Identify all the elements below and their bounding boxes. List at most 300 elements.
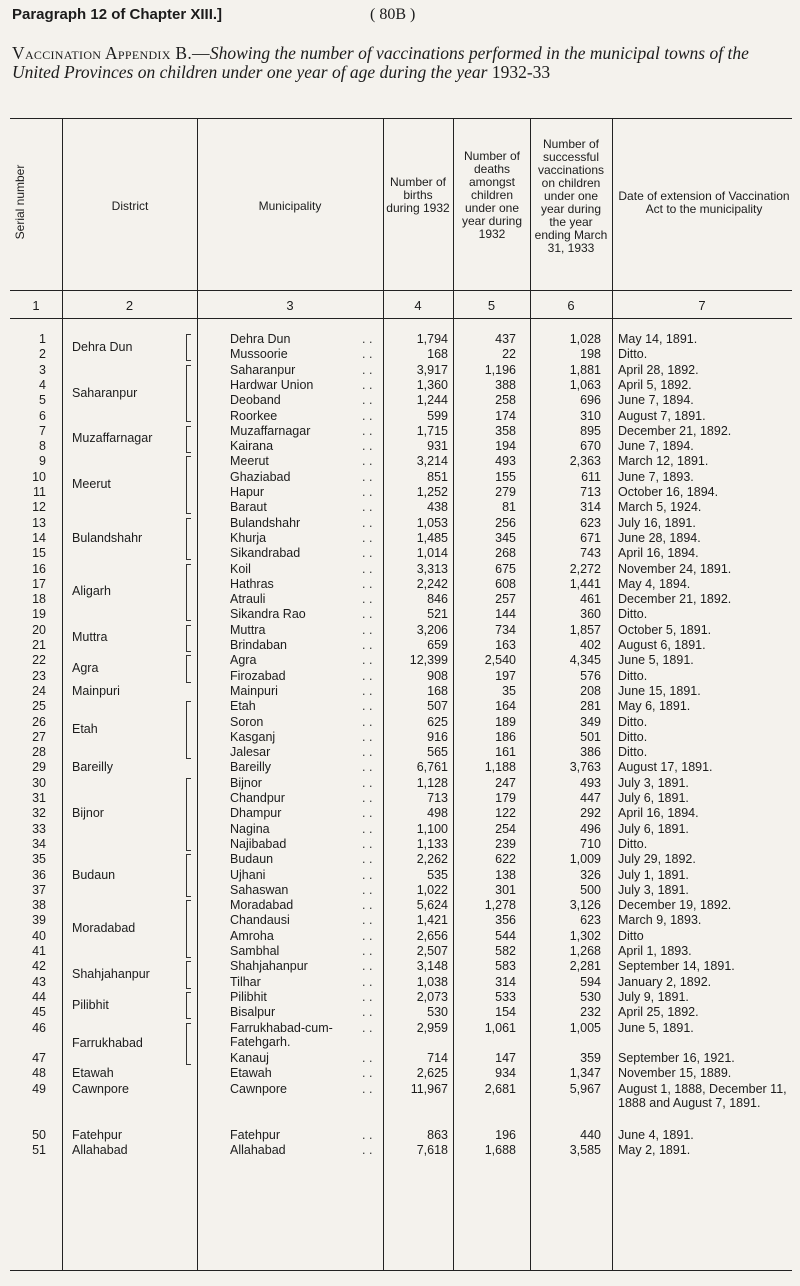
district-brace	[186, 334, 191, 361]
leader-dots: . .	[362, 683, 373, 698]
table-top-rule	[10, 118, 792, 119]
extension-date-cell: July 6, 1891.	[618, 791, 689, 805]
leader-dots: . .	[362, 439, 373, 454]
extension-date-cell: May 14, 1891.	[618, 332, 698, 346]
extension-date-cell: July 29, 1892.	[618, 852, 696, 867]
municipality-cell: Hardwar Union	[230, 377, 314, 392]
district-name: Pilibhit	[72, 997, 109, 1012]
leader-dots: . .	[362, 913, 373, 928]
serial-cell: 46	[32, 1020, 46, 1035]
leader-dots: . .	[362, 423, 373, 438]
deaths-cell: 544	[495, 928, 516, 943]
municipality-cell: Agra	[230, 653, 257, 668]
title-lead: Vaccination Appendix B.—	[12, 43, 210, 63]
colnum-bottom-rule	[10, 318, 792, 319]
municipality-cell: Brindaban	[230, 638, 287, 652]
births-cell: 1,421	[416, 913, 448, 928]
births-cell: 2,262	[416, 852, 448, 867]
extension-date-cell: June 5, 1891.	[618, 653, 694, 668]
leader-dots: . .	[362, 576, 373, 591]
serial-cell: 27	[32, 729, 46, 744]
district-name: Dehra Dun	[72, 339, 133, 354]
district-brace	[186, 854, 191, 897]
vaccinations-cell: 314	[580, 500, 601, 515]
deaths-cell: 345	[495, 530, 516, 545]
extension-date-cell: May 6, 1891.	[618, 699, 691, 714]
extension-date-cell: July 3, 1891.	[618, 775, 689, 790]
extension-date-cell: Ditto.	[618, 607, 648, 622]
municipality-cell: Najibabad	[230, 836, 287, 851]
leader-dots: . .	[362, 867, 373, 882]
vaccinations-cell: 1,347	[569, 1066, 601, 1081]
leader-dots: . .	[362, 821, 373, 836]
vaccinations-cell: 198	[580, 347, 601, 362]
extension-date-cell: August 7, 1891.	[618, 408, 706, 423]
deaths-cell: 194	[495, 439, 516, 454]
serial-cell: 35	[32, 852, 46, 867]
municipality-cell: Muttra	[230, 622, 266, 637]
serial-cell: 23	[32, 668, 46, 683]
municipality-cell: Bareilly	[230, 760, 271, 775]
extension-date-cell: September 14, 1891.	[618, 959, 735, 974]
vaccinations-cell: 2,272	[569, 561, 601, 576]
extension-date-cell: January 2, 1892.	[618, 974, 712, 989]
serial-cell: 13	[32, 515, 46, 530]
municipality-cell: Baraut	[230, 500, 267, 515]
deaths-cell: 179	[495, 791, 516, 805]
extension-date-cell: August 17, 1891.	[618, 760, 713, 775]
serial-cell: 10	[32, 469, 46, 484]
extension-date-cell: August 6, 1891.	[618, 638, 706, 652]
serial-cell: 18	[32, 592, 46, 607]
leader-dots: . .	[362, 393, 373, 408]
births-cell: 713	[427, 791, 448, 805]
extension-date-cell: November 24, 1891.	[618, 561, 732, 576]
births-cell: 5,624	[416, 898, 448, 913]
serial-cell: 45	[32, 1005, 46, 1020]
district-brace	[186, 426, 191, 453]
extension-date-cell: Ditto.	[618, 714, 648, 729]
serial-cell: 1	[39, 332, 46, 346]
leader-dots: . .	[362, 332, 373, 346]
births-cell: 565	[427, 745, 448, 760]
births-cell: 521	[427, 607, 448, 622]
leader-dots: . .	[362, 775, 373, 790]
births-cell: 535	[427, 867, 448, 882]
municipality-cell: Hathras	[230, 576, 274, 591]
extension-date-cell: December 21, 1892.	[618, 592, 732, 607]
leader-dots: . .	[362, 729, 373, 744]
births-cell: 1,100	[416, 821, 448, 836]
births-cell: 2,959	[416, 1020, 448, 1035]
births-cell: 625	[427, 714, 448, 729]
serial-cell: 5	[39, 393, 46, 408]
col-rule-3	[383, 118, 384, 1270]
leader-dots: . .	[362, 1005, 373, 1020]
district-name: Aligarh	[72, 584, 111, 599]
vaccinations-cell: 447	[580, 791, 601, 805]
vaccinations-cell: 611	[581, 469, 601, 484]
births-cell: 438	[427, 500, 448, 515]
extension-date-cell: April 25, 1892.	[618, 1005, 699, 1020]
vaccinations-cell: 594	[580, 974, 601, 989]
vaccinations-cell: 1,441	[569, 576, 601, 591]
vaccinations-cell: 671	[580, 530, 601, 545]
extension-date-cell: Ditto.	[618, 668, 648, 683]
municipality-cell: Kasganj	[230, 729, 276, 744]
column-number: 2	[125, 298, 134, 313]
deaths-cell: 239	[495, 836, 516, 851]
municipality-cell: Cawnpore	[230, 1081, 287, 1096]
births-header: Number of births during 1932	[386, 175, 450, 215]
district-name: Moradabad	[72, 921, 136, 936]
serial-cell: 49	[32, 1081, 46, 1096]
serial-cell: 16	[32, 561, 46, 576]
vaccinations-cell: 3,763	[569, 760, 601, 775]
serial-cell: 51	[32, 1142, 46, 1157]
serial-cell: 41	[32, 944, 46, 958]
page-number: ( 80B )	[370, 6, 416, 23]
extension-date-cell: December 21, 1892.	[618, 423, 732, 438]
deaths-cell: 247	[495, 775, 516, 790]
municipality-cell: Hapur	[230, 485, 265, 499]
municipality-cell: Kanauj	[230, 1051, 269, 1066]
municipality-cell: Saharanpur	[230, 362, 296, 377]
births-cell: 1,038	[416, 974, 448, 989]
municipality-cell: Kairana	[230, 439, 274, 454]
col-rule-6	[612, 118, 613, 1270]
leader-dots: . .	[362, 806, 373, 821]
serial-cell: 20	[32, 622, 46, 637]
district-name: Mainpuri	[72, 683, 120, 698]
vaccinations-cell: 1,268	[569, 944, 601, 958]
vaccinations-cell: 386	[580, 745, 601, 760]
extension-date-cell: July 16, 1891.	[618, 515, 696, 530]
deaths-cell: 608	[495, 576, 516, 591]
vaccinations-cell: 501	[580, 729, 601, 744]
municipality-cell: Meerut	[230, 454, 269, 469]
table-bottom-rule	[10, 1270, 792, 1271]
column-number: 6	[567, 298, 575, 313]
deaths-cell: 356	[495, 913, 516, 928]
vaccinations-cell: 440	[580, 1127, 601, 1142]
municipality-cell: Sikandra Rao	[230, 607, 306, 622]
extension-date-cell: April 1, 1893.	[618, 944, 692, 958]
extension-date-cell: December 19, 1892.	[618, 898, 732, 913]
deaths-cell: 314	[495, 974, 516, 989]
leader-dots: . .	[362, 699, 373, 714]
extension-date-cell: March 5, 1924.	[618, 500, 702, 515]
extension-date-cell: June 7, 1893.	[618, 469, 694, 484]
extension-date-cell: Ditto.	[618, 347, 648, 362]
municipality-cell: Ujhani	[230, 867, 266, 882]
leader-dots: . .	[362, 454, 373, 469]
births-cell: 846	[427, 592, 448, 607]
deaths-cell: 35	[502, 683, 516, 698]
vaccinations-cell: 2,281	[569, 959, 601, 974]
leader-dots: . .	[362, 852, 373, 867]
district-brace	[186, 992, 191, 1019]
births-cell: 11,967	[410, 1081, 448, 1096]
serial-cell: 25	[32, 699, 46, 714]
serial-cell: 30	[32, 775, 46, 790]
births-cell: 1,252	[416, 485, 448, 499]
deaths-cell: 161	[495, 745, 516, 760]
vaccinations-cell: 496	[580, 821, 601, 836]
municipality-cell: Bijnor	[230, 775, 262, 790]
leader-dots: . .	[362, 638, 373, 652]
header-bottom-rule	[10, 290, 792, 291]
births-cell: 599	[427, 408, 448, 423]
births-cell: 2,507	[416, 944, 448, 958]
births-cell: 1,794	[416, 332, 448, 346]
extension-date-cell: May 2, 1891.	[618, 1142, 691, 1157]
deaths-cell: 189	[495, 714, 516, 729]
col-rule-4	[453, 118, 454, 1270]
district-name: Meerut	[72, 477, 111, 492]
column-number: 4	[414, 298, 422, 313]
deaths-cell: 279	[495, 485, 516, 499]
births-cell: 3,214	[416, 454, 448, 469]
district-name: Etawah	[72, 1066, 114, 1081]
serial-cell: 37	[32, 882, 46, 897]
births-cell: 6,761	[416, 760, 448, 775]
extension-date-cell: July 6, 1891.	[618, 821, 689, 836]
leader-dots: . .	[362, 561, 373, 576]
municipality-cell: Tilhar	[230, 974, 261, 989]
vaccinations-cell: 1,028	[569, 332, 601, 346]
municipality-cell: Pilibhit	[230, 989, 267, 1004]
municipality-cell: Fatehpur	[230, 1127, 281, 1142]
deaths-cell: 164	[495, 699, 516, 714]
births-cell: 659	[427, 638, 448, 652]
serial-cell: 22	[32, 653, 46, 668]
serial-cell: 39	[32, 913, 46, 928]
leader-dots: . .	[362, 607, 373, 622]
extension-date-cell: October 16, 1894.	[618, 485, 719, 499]
leader-dots: . .	[362, 377, 373, 392]
extension-date-cell: March 12, 1891.	[618, 454, 709, 469]
district-brace	[186, 625, 191, 652]
extension-date-cell: June 7, 1894.	[618, 439, 694, 454]
extension-date-cell: August 1, 1888, December 11, 1888 and August 7, 1891.	[618, 1081, 787, 1110]
leader-dots: . .	[362, 622, 373, 637]
deaths-cell: 254	[495, 821, 516, 836]
births-cell: 714	[427, 1051, 448, 1066]
births-cell: 3,206	[416, 622, 448, 637]
serial-cell: 43	[32, 974, 46, 989]
municipality-cell: Dehra Dun	[230, 332, 291, 346]
municipality-cell: Firozabad	[230, 668, 286, 683]
leader-dots: . .	[362, 362, 373, 377]
leader-dots: . .	[362, 1051, 373, 1066]
births-cell: 2,242	[416, 576, 448, 591]
vaccinations-cell: 1,009	[569, 852, 601, 867]
deaths-cell: 22	[502, 347, 516, 362]
births-cell: 3,917	[416, 362, 448, 377]
district-name: Cawnpore	[72, 1081, 129, 1096]
col-rule-2	[197, 118, 198, 1270]
serial-cell: 7	[39, 423, 46, 438]
extension-date-cell: Ditto	[618, 928, 644, 943]
vaccinations-cell: 3,126	[569, 898, 601, 913]
municipality-cell: Muzaffarnagar	[230, 423, 311, 438]
births-cell: 507	[427, 699, 448, 714]
vaccinations-cell: 310	[580, 408, 601, 423]
municipality-cell: Roorkee	[230, 408, 278, 423]
births-cell: 931	[427, 439, 448, 454]
vaccinations-cell: 670	[580, 439, 601, 454]
district-name: Agra	[72, 660, 99, 675]
births-cell: 851	[427, 469, 448, 484]
deaths-cell: 2,681	[484, 1081, 516, 1096]
deaths-cell: 257	[495, 592, 516, 607]
deaths-cell: 138	[495, 867, 516, 882]
leader-dots: . .	[362, 745, 373, 760]
municipality-cell: Koil	[230, 561, 251, 576]
col-rule-1	[62, 118, 63, 1270]
vaccinations-cell: 1,302	[569, 928, 601, 943]
deaths-cell: 388	[495, 377, 516, 392]
births-cell: 2,073	[416, 989, 448, 1004]
vaccinations-cell: 461	[580, 592, 601, 607]
leader-dots: . .	[362, 1066, 373, 1081]
serial-cell: 40	[32, 928, 46, 943]
municipality-cell: Mainpuri	[230, 683, 278, 698]
serial-cell: 9	[39, 454, 46, 469]
births-cell: 1,128	[416, 775, 448, 790]
vaccinations-cell: 713	[580, 485, 601, 499]
deaths-cell: 1,188	[484, 760, 516, 775]
vaccinations-cell: 530	[580, 989, 601, 1004]
births-cell: 863	[427, 1127, 448, 1142]
births-cell: 1,014	[416, 546, 448, 561]
district-brace	[186, 655, 191, 682]
serial-cell: 29	[32, 760, 46, 775]
extension-date-cell: July 3, 1891.	[618, 882, 689, 897]
leader-dots: . .	[362, 989, 373, 1004]
title-year: 1932-33	[491, 62, 551, 82]
vaccinations-cell: 281	[580, 699, 601, 714]
extension-date-cell: October 5, 1891.	[618, 622, 712, 637]
district-name: Muzaffarnagar	[72, 431, 153, 446]
extension-date-cell: April 5, 1892.	[618, 377, 692, 392]
serial-cell: 42	[32, 959, 46, 974]
leader-dots: . .	[362, 485, 373, 499]
deaths-cell: 437	[495, 332, 516, 346]
deaths-cell: 174	[495, 408, 516, 423]
municipality-cell: Bisalpur	[230, 1005, 276, 1020]
municipality-cell: Ghaziabad	[230, 469, 291, 484]
births-cell: 1,133	[416, 836, 448, 851]
births-cell: 1,360	[416, 377, 448, 392]
municipality-cell: Sahaswan	[230, 882, 289, 897]
column-number: 5	[487, 298, 496, 313]
vaccinations-cell: 360	[580, 607, 601, 622]
district-brace	[186, 518, 191, 561]
vaccinations-cell: 3,585	[569, 1142, 601, 1157]
deaths-cell: 1,688	[484, 1142, 516, 1157]
deaths-cell: 301	[495, 882, 516, 897]
district-name: Etah	[72, 722, 98, 737]
vaccinations-cell: 1,881	[569, 362, 601, 377]
vaccinations-cell: 696	[580, 393, 601, 408]
deaths-cell: 163	[495, 638, 516, 652]
leader-dots: . .	[362, 515, 373, 530]
births-cell: 498	[427, 806, 448, 821]
serial-cell: 8	[39, 439, 46, 454]
district-name: Allahabad	[72, 1142, 128, 1157]
municipality-cell: Etah	[230, 699, 256, 714]
leader-dots: . .	[362, 928, 373, 943]
district-name: Saharanpur	[72, 385, 138, 400]
district-name: Budaun	[72, 867, 116, 882]
municipality-cell: Khurja	[230, 530, 267, 545]
extension-date-cell: April 16, 1894.	[618, 806, 699, 821]
municipality-cell: Moradabad	[230, 898, 294, 913]
serial-cell: 33	[32, 821, 46, 836]
deaths-cell: 147	[495, 1051, 516, 1066]
deaths-cell: 122	[495, 806, 516, 821]
serial-cell: 19	[32, 607, 46, 622]
leader-dots: . .	[362, 836, 373, 851]
title-italic: Showing the number of vaccinations performed in the municipal towns of the United Provinces on children under one year of age during the year	[12, 43, 749, 82]
serial-cell: 4	[39, 377, 46, 392]
births-cell: 3,148	[416, 959, 448, 974]
vaccinations-cell: 623	[580, 913, 601, 928]
vaccinations-cell: 576	[580, 668, 601, 683]
serial-cell: 11	[33, 485, 46, 499]
district-brace	[186, 1023, 191, 1066]
vaccinations-cell: 4,345	[569, 653, 601, 668]
municipality-cell: Deoband	[230, 393, 281, 408]
vaccinations-cell: 402	[580, 638, 601, 652]
births-cell: 3,313	[416, 561, 448, 576]
vaccinations-cell: 493	[580, 775, 601, 790]
extension-date-cell: May 4, 1894.	[618, 576, 691, 591]
deaths-cell: 1,278	[484, 898, 516, 913]
deaths-cell: 2,540	[484, 653, 516, 668]
district-brace	[186, 365, 191, 423]
leader-dots: . .	[362, 592, 373, 607]
municipality-cell: Chandausi	[230, 913, 290, 928]
serial-cell: 48	[32, 1066, 46, 1081]
deaths-cell: 256	[495, 515, 516, 530]
district-brace	[186, 701, 191, 759]
municipality-cell: Jalesar	[230, 745, 271, 760]
leader-dots: . .	[362, 1127, 373, 1142]
serial-cell: 28	[32, 745, 46, 760]
leader-dots: . .	[362, 530, 373, 545]
vaccinations-cell: 232	[580, 1005, 601, 1020]
column-number: 7	[698, 298, 706, 313]
deaths-header: Number of deaths amongst children under one year during 1932	[461, 149, 523, 241]
births-cell: 530	[427, 1005, 448, 1020]
serial-cell: 44	[32, 989, 46, 1004]
municipality-cell: Budaun	[230, 852, 274, 867]
serial-cell: 32	[32, 806, 46, 821]
leader-dots: . .	[362, 882, 373, 897]
vaccinations-cell: 349	[580, 714, 601, 729]
district-brace	[186, 564, 191, 622]
deaths-cell: 1,196	[484, 362, 516, 377]
municipality-cell: Dhampur	[230, 806, 282, 821]
extension-date-cell: Ditto.	[618, 745, 648, 760]
serial-cell: 36	[32, 867, 46, 882]
serial-cell: 50	[32, 1127, 46, 1142]
vaccinations-cell: 1,005	[569, 1020, 601, 1035]
extension-date-header: Date of extension of Vaccination Act to the municipality	[618, 189, 790, 216]
